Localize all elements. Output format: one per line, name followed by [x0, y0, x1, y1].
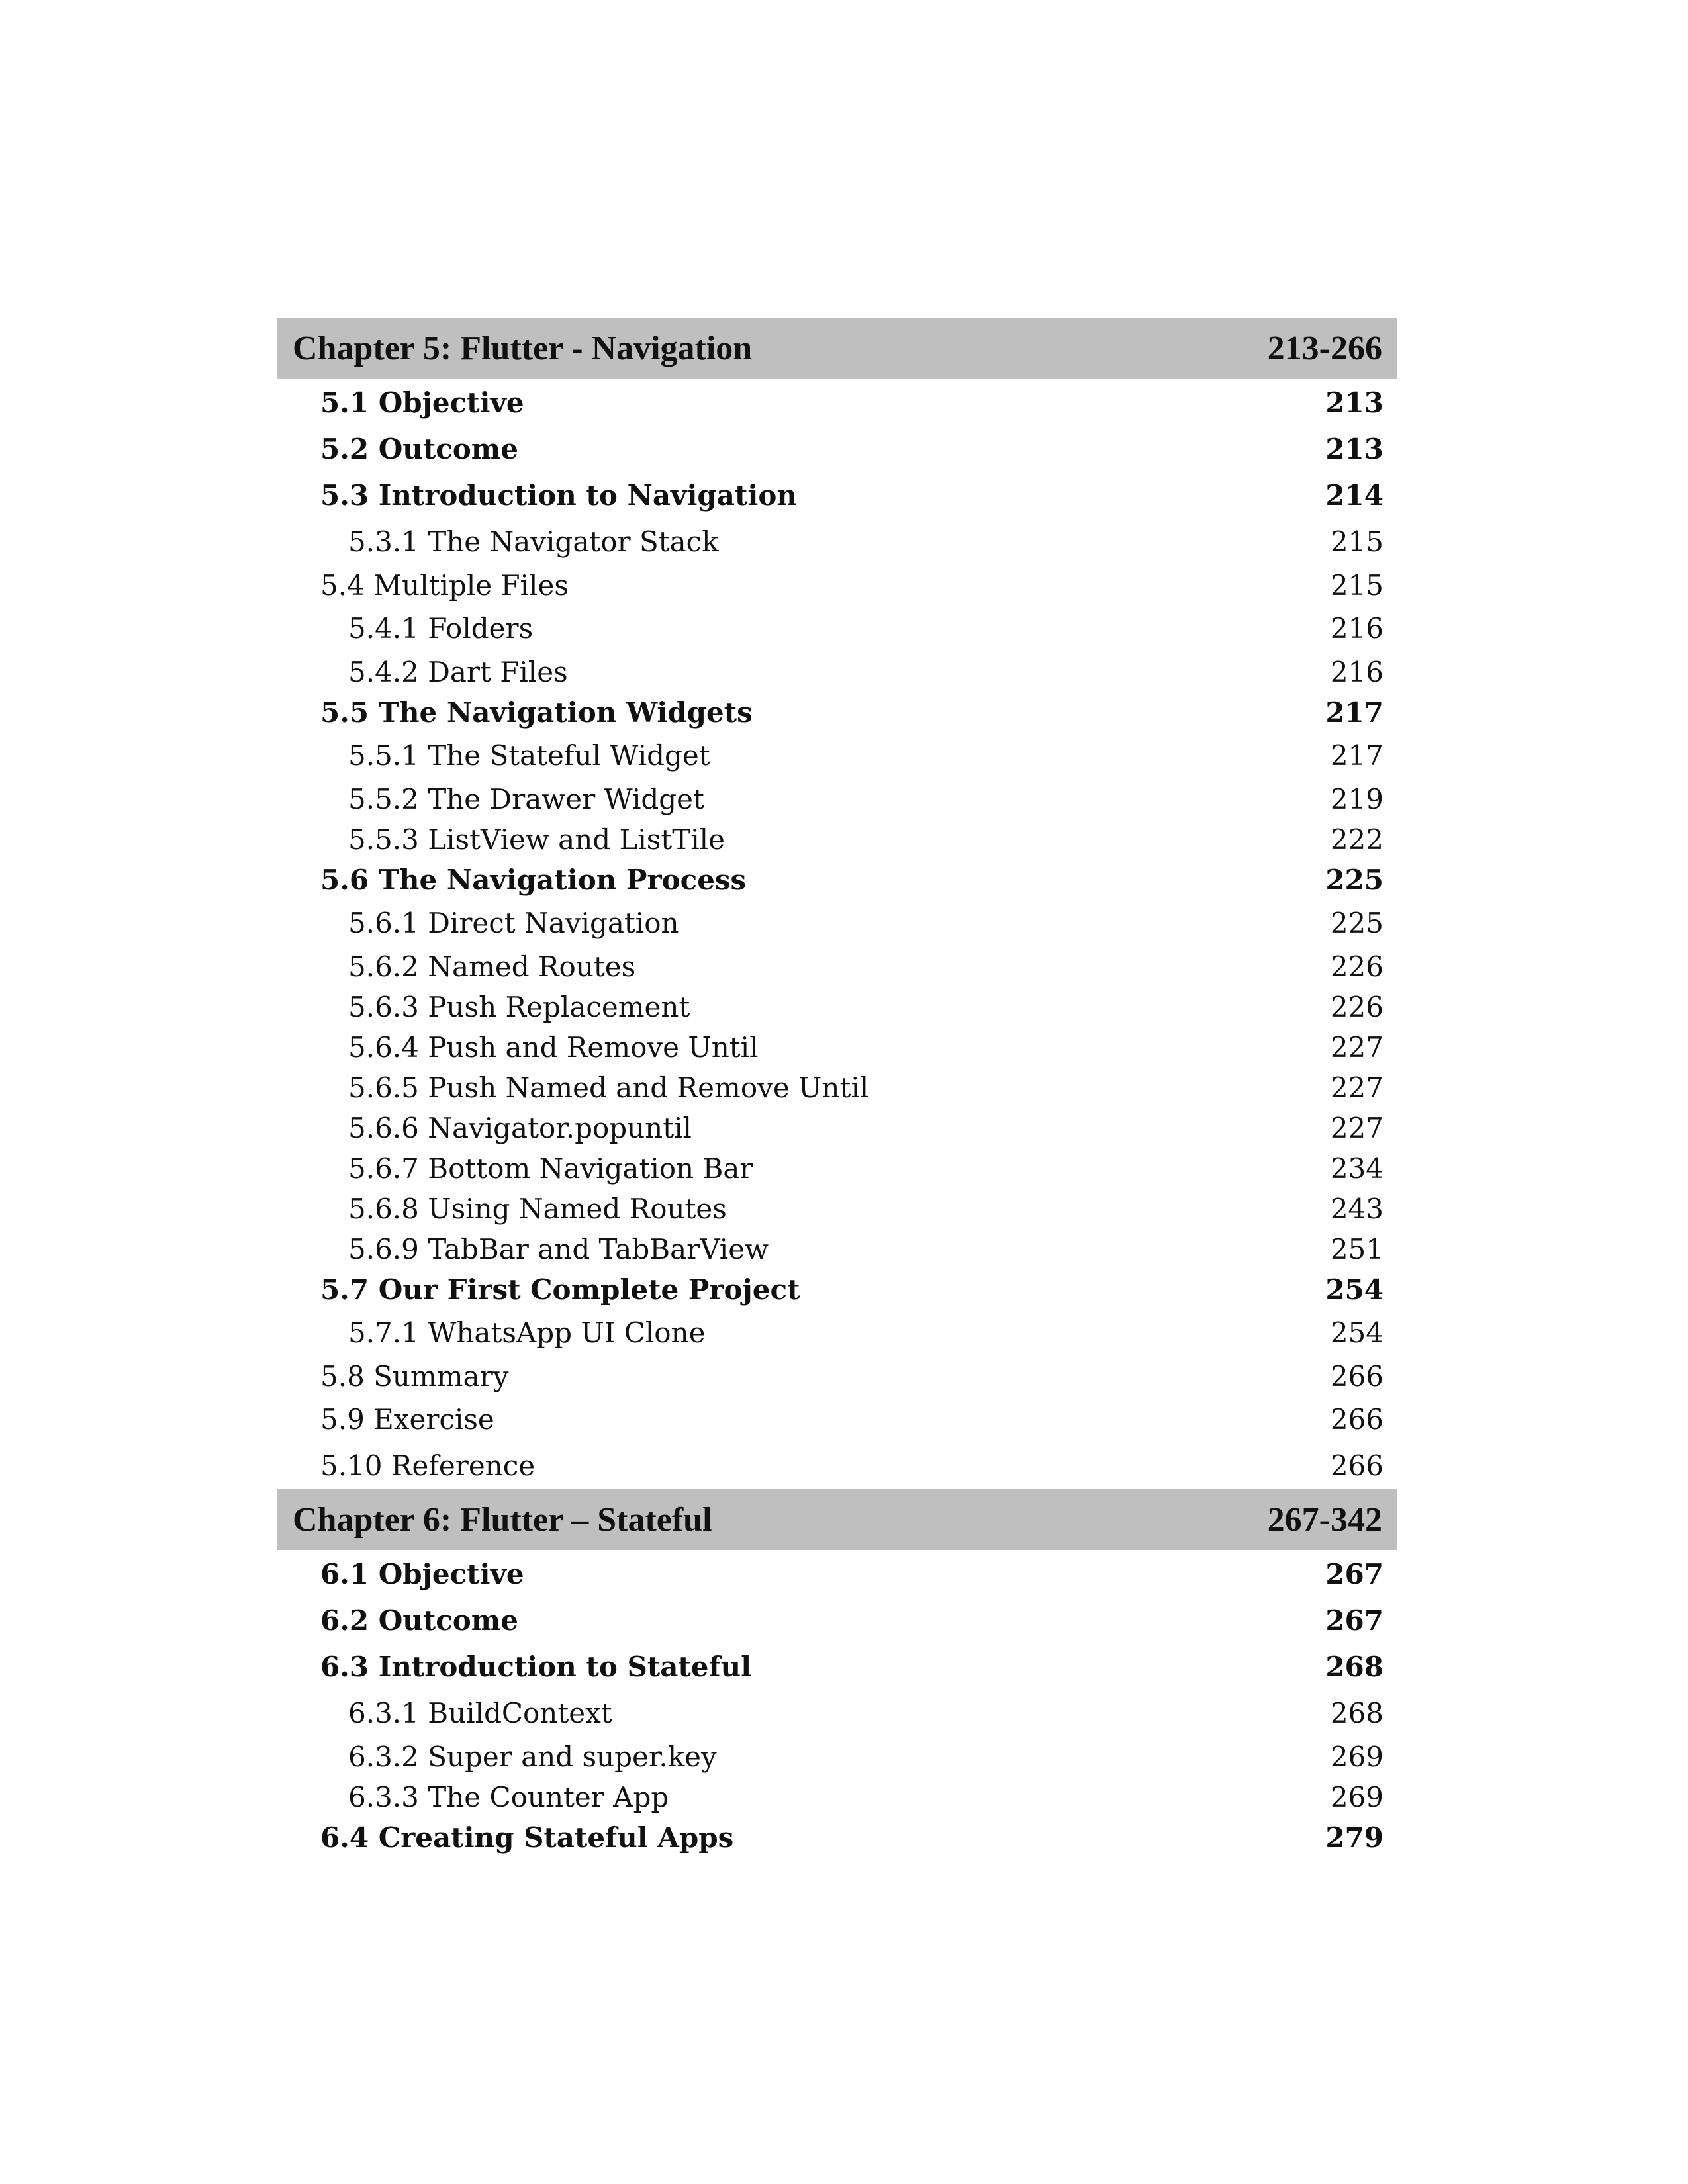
toc-entry [277, 1690, 1397, 1737]
entry-label: 6.3.2 Super and super.key [348, 1741, 717, 1773]
toc-entry [277, 380, 1397, 426]
toc-entry [277, 860, 1397, 900]
toc-entry [277, 1817, 1397, 1858]
entry-page: 217 [1330, 739, 1383, 772]
entry-page: 214 [1325, 479, 1383, 512]
entry-label: 5.6.9 TabBar and TabBarView [348, 1233, 769, 1265]
entry-label: 5.2 Outcome [320, 433, 518, 465]
entry-page: 268 [1325, 1651, 1383, 1683]
toc-entry [277, 900, 1397, 946]
toc-entry [277, 1027, 1397, 1068]
entry-page: 215 [1330, 525, 1383, 558]
entry-page: 243 [1330, 1193, 1383, 1225]
toc-entry [277, 1777, 1397, 1817]
entry-page: 268 [1330, 1697, 1383, 1729]
toc-entry [277, 426, 1397, 473]
entry-label: 5.6.3 Push Replacement [348, 991, 690, 1023]
entry-page: 226 [1330, 991, 1383, 1023]
entry-label: 5.7.1 WhatsApp UI Clone [348, 1316, 706, 1349]
entry-label: 5.5.1 The Stateful Widget [348, 739, 710, 772]
entry-page: 266 [1330, 1403, 1383, 1435]
entry-label: 6.2 Outcome [320, 1604, 518, 1637]
entry-page: 213 [1325, 387, 1383, 419]
entry-page: 222 [1330, 823, 1383, 856]
entry-label: 5.8 Summary [320, 1360, 509, 1392]
entry-page: 216 [1330, 612, 1383, 645]
table-of-contents [277, 318, 1397, 1858]
entry-label: 5.6.5 Push Named and Remove Until [348, 1071, 869, 1104]
entry-page: 254 [1330, 1316, 1383, 1349]
toc-entry [277, 1551, 1397, 1598]
entry-label: 5.9 Exercise [320, 1403, 494, 1435]
toc-entry [277, 1068, 1397, 1108]
entry-page: 216 [1330, 656, 1383, 688]
toc-entry [277, 946, 1397, 987]
toc-entry [277, 1310, 1397, 1356]
chapter-header [277, 318, 1397, 379]
entry-page: 234 [1330, 1152, 1383, 1185]
toc-entry [277, 692, 1397, 733]
entry-label: 5.4 Multiple Files [320, 569, 569, 602]
entry-label: 6.3 Introduction to Stateful [320, 1651, 752, 1683]
toc-entry [277, 1644, 1397, 1690]
entry-page: 215 [1330, 569, 1383, 602]
toc-entry [277, 473, 1397, 519]
entry-label: 5.7 Our First Complete Project [320, 1273, 800, 1306]
entry-label: 6.4 Creating Stateful Apps [320, 1821, 734, 1854]
chapter-title: Chapter 6: Flutter – Stateful [293, 1500, 712, 1539]
entry-page: 213 [1325, 433, 1383, 465]
entry-label: 5.6.7 Bottom Navigation Bar [348, 1152, 753, 1185]
entry-page: 227 [1330, 1031, 1383, 1064]
entry-label: 6.3.3 The Counter App [348, 1781, 669, 1813]
toc-entry [277, 1737, 1397, 1777]
entry-label: 5.4.2 Dart Files [348, 656, 568, 688]
entry-label: 5.3.1 The Navigator Stack [348, 525, 719, 558]
toc-entry [277, 606, 1397, 652]
toc-entry [277, 652, 1397, 692]
entry-page: 267 [1325, 1604, 1383, 1637]
entry-page: 251 [1330, 1233, 1383, 1265]
toc-entry [277, 1269, 1397, 1310]
toc-entry [277, 1443, 1397, 1489]
entry-page: 225 [1325, 864, 1383, 896]
entry-label: 6.1 Objective [320, 1558, 524, 1590]
entry-label: 5.5.2 The Drawer Widget [348, 783, 704, 815]
toc-entry [277, 1229, 1397, 1269]
entry-label: 6.3.1 BuildContext [348, 1697, 612, 1729]
toc-entry [277, 1598, 1397, 1644]
chapter-title: Chapter 5: Flutter - Navigation [293, 329, 753, 367]
entry-page: 269 [1330, 1781, 1383, 1813]
entry-page: 266 [1330, 1360, 1383, 1392]
entry-label: 5.6.4 Push and Remove Until [348, 1031, 759, 1064]
entry-page: 269 [1330, 1741, 1383, 1773]
entry-page: 254 [1325, 1273, 1383, 1306]
entry-page: 225 [1330, 907, 1383, 939]
toc-entry [277, 1189, 1397, 1229]
entry-label: 5.6.6 Navigator.popuntil [348, 1112, 692, 1144]
chapter-page-range: 267-342 [1267, 1500, 1382, 1539]
entry-page: 227 [1330, 1112, 1383, 1144]
entry-page: 266 [1330, 1449, 1383, 1482]
entry-label: 5.10 Reference [320, 1449, 536, 1482]
toc-entry [277, 1356, 1397, 1396]
entry-page: 227 [1330, 1071, 1383, 1104]
entry-label: 5.1 Objective [320, 387, 524, 419]
toc-entry [277, 519, 1397, 565]
toc-entry [277, 565, 1397, 606]
chapter-header [277, 1489, 1397, 1550]
toc-entry [277, 1108, 1397, 1148]
entry-page: 226 [1330, 950, 1383, 983]
entry-page: 279 [1325, 1821, 1383, 1854]
entry-page: 267 [1325, 1558, 1383, 1590]
entry-label: 5.4.1 Folders [348, 612, 534, 645]
entry-label: 5.5.3 ListView and ListTile [348, 823, 725, 856]
entry-page: 219 [1330, 783, 1383, 815]
entry-label: 5.6 The Navigation Process [320, 864, 747, 896]
toc-entry [277, 819, 1397, 860]
toc-entry [277, 987, 1397, 1027]
toc-entry [277, 1396, 1397, 1443]
toc-entry [277, 1148, 1397, 1189]
toc-entry [277, 779, 1397, 819]
entry-page: 217 [1325, 696, 1383, 729]
entry-label: 5.6.1 Direct Navigation [348, 907, 679, 939]
entry-label: 5.3 Introduction to Navigation [320, 479, 797, 512]
entry-label: 5.6.8 Using Named Routes [348, 1193, 727, 1225]
entry-label: 5.5 The Navigation Widgets [320, 696, 753, 729]
entry-label: 5.6.2 Named Routes [348, 950, 636, 983]
chapter-page-range: 213-266 [1267, 329, 1382, 367]
toc-entry [277, 733, 1397, 779]
